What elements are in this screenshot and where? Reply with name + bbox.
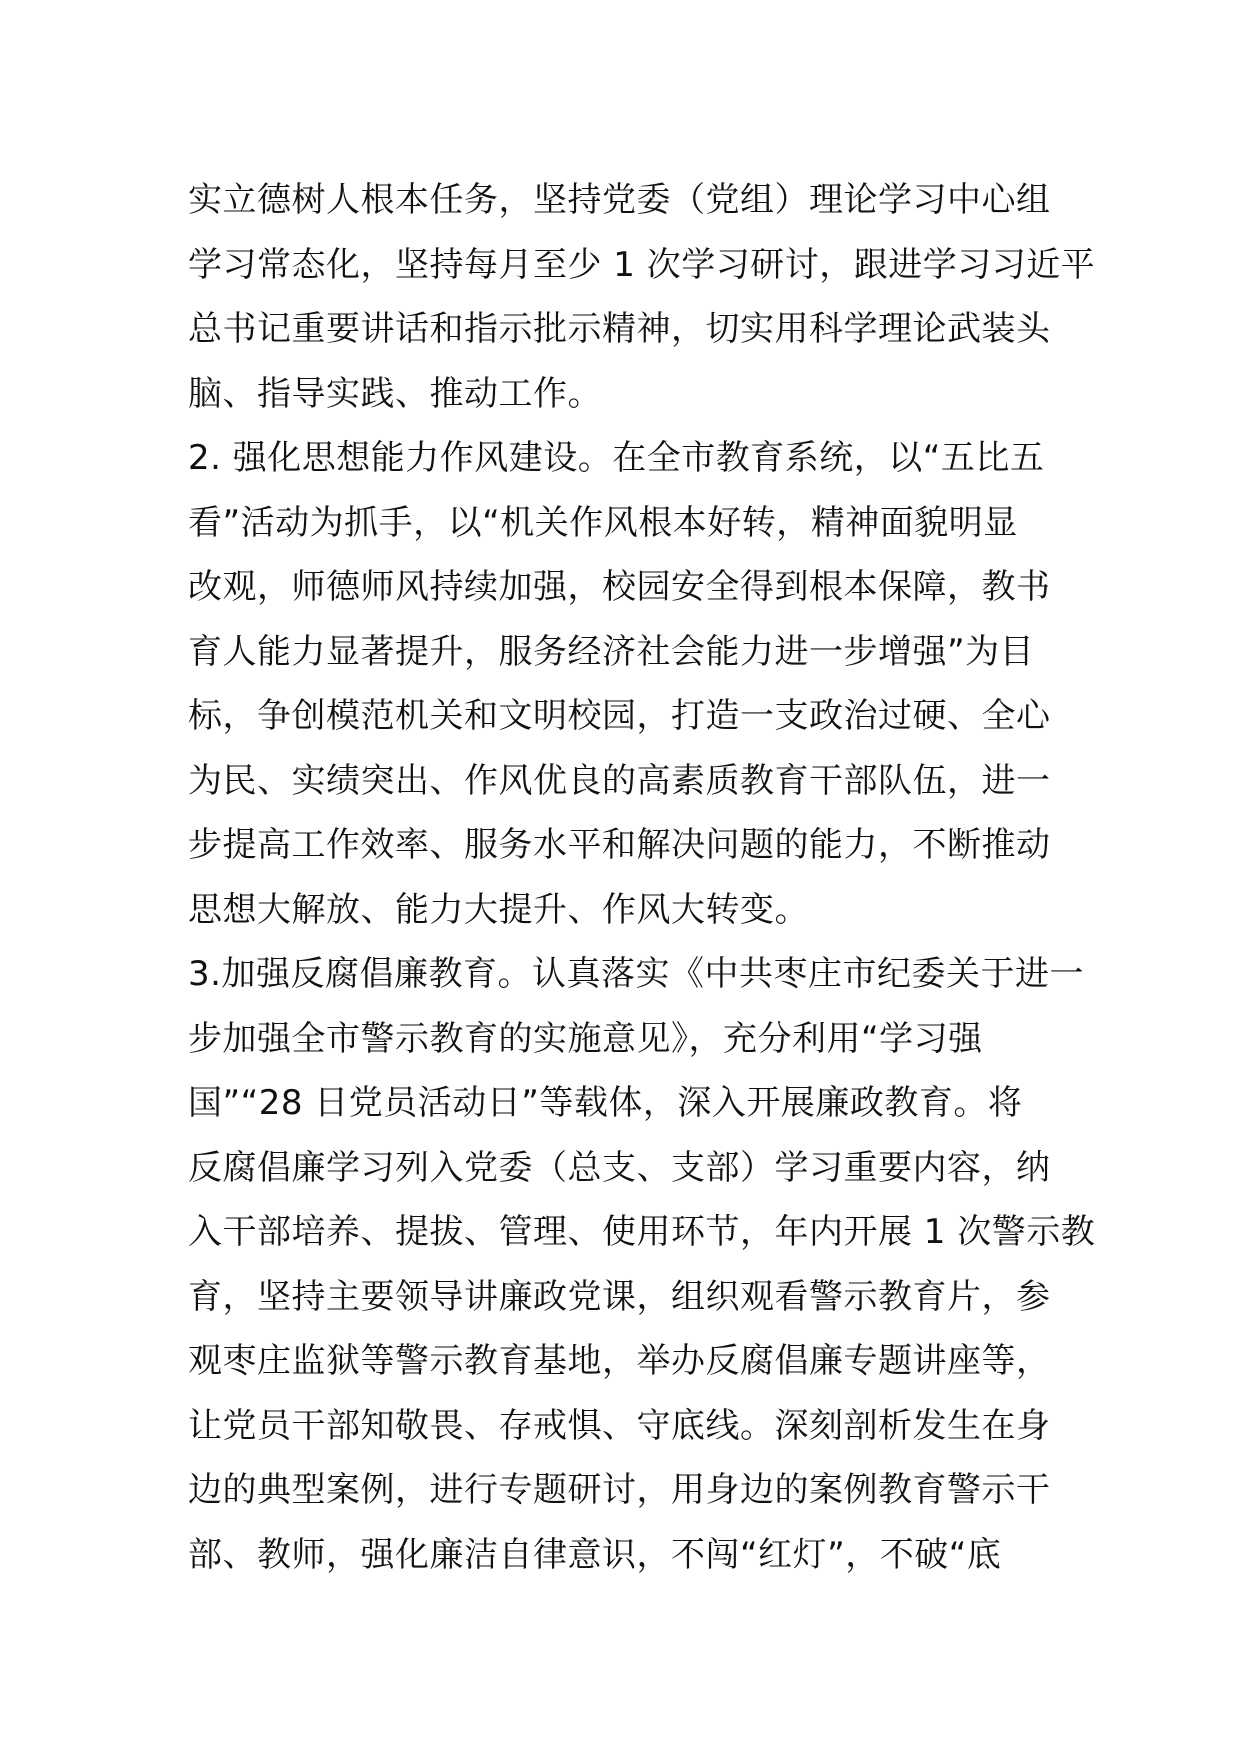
text-line: 实立德树人根本任务，坚持党委（党组）理论学习中心组 (188, 180, 1051, 220)
text-line: 边的典型案例，进行专题研讨，用身边的案例教育警示干 (188, 1470, 1051, 1510)
text-line: 育，坚持主要领导讲廉政党课，组织观看警示教育片，参 (188, 1276, 1051, 1317)
text-line: 为民、实绩突出、作风优良的高素质教育干部队伍，进一 (188, 760, 1051, 801)
text-line: 看”活动为抓手，以“机关作风根本好转，精神面貌明显 (188, 502, 1018, 543)
text-line: 3.加强反腐倡廉教育。认真落实《中共枣庄市纪委关于进一 (188, 954, 1084, 994)
text-line: 部、教师，强化廉洁自律意识，不闯“红灯”，不破“底 (188, 1534, 1002, 1575)
text-line: 育人能力显著提升，服务经济社会能力进一步增强”为目 (188, 631, 1035, 672)
text-line: 反腐倡廉学习列入党委（总支、支部）学习重要内容，纳 (188, 1147, 1051, 1188)
text-line: 思想大解放、能力大提升、作风大转变。 (188, 889, 809, 930)
text-line: 2. 强化思想能力作风建设。在全市教育系统，以“五比五 (188, 438, 1045, 478)
text-line: 总书记重要讲话和指示批示精神，切实用科学理论武装头 (188, 309, 1051, 349)
text-line: 步加强全市警示教育的实施意见》，充分利用“学习强 (188, 1018, 983, 1059)
text-line: 脑、指导实践、推动工作。 (188, 373, 602, 414)
text-line: 改观，师德师风持续加强，校园安全得到根本保障，教书 (188, 567, 1051, 607)
text-line: 国”“28 日党员活动日”等载体，深入开展廉政教育。将 (188, 1083, 1023, 1123)
text-line: 步提高工作效率、服务水平和解决问题的能力，不断推动 (188, 825, 1051, 865)
text-line: 观枣庄监狱等警示教育基地，举办反腐倡廉专题讲座等， (188, 1341, 1051, 1381)
text-line: 让党员干部知敬畏、存戒惧、守底线。深刻剖析发生在身 (188, 1405, 1051, 1446)
text-line: 学习常态化，坚持每月至少 1 次学习研讨，跟进学习习近平 (188, 244, 1096, 285)
text-line: 标，争创模范机关和文明校园，打造一支政治过硬、全心 (188, 696, 1051, 736)
body-text (188, 168, 1096, 1587)
text-line: 入干部培养、提拔、管理、使用环节，年内开展 1 次警示教 (188, 1212, 1096, 1252)
